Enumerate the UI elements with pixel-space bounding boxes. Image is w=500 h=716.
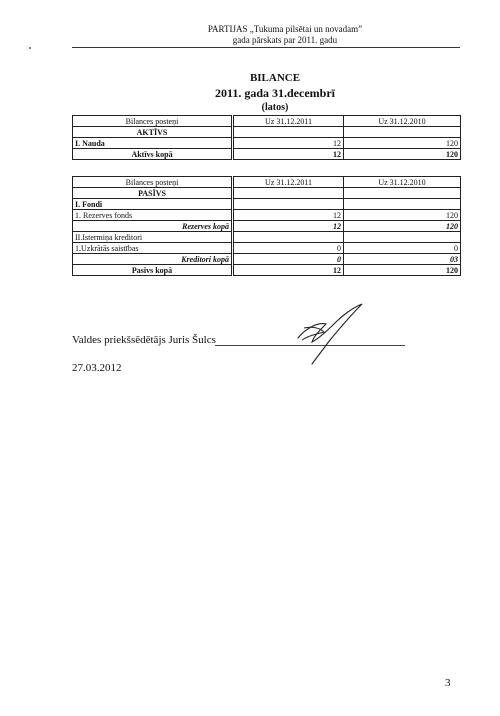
value-2011: 0 (233, 254, 344, 265)
table-row (73, 210, 461, 221)
table-row (73, 199, 461, 210)
value-2010: 0 (344, 243, 461, 254)
col-header-item: Bilances posteņi (73, 116, 233, 127)
row-label: Rezerves kopā (73, 221, 233, 232)
handwritten-signature (290, 298, 380, 368)
row-label: Kreditori kopā (73, 254, 233, 265)
value-2011: 0 (233, 243, 344, 254)
table-cell (344, 188, 461, 199)
value-2010 (344, 232, 461, 243)
value-2011: 12 (233, 138, 344, 149)
value-2010: 120 (344, 265, 461, 276)
scan-speck (29, 47, 31, 49)
value-2010 (344, 199, 461, 210)
header-party-name: PARTIJAS „Tukuma pilsētai un novadam” (207, 24, 363, 34)
row-label: II.Istermiņa kreditori (73, 232, 233, 243)
value-2011: 12 (233, 149, 344, 160)
header-divider (72, 47, 460, 48)
value-2011 (233, 199, 344, 210)
col-header-2010: Uz 31.12.2010 (344, 177, 461, 188)
value-2011: 12 (233, 265, 344, 276)
col-header-2010: Uz 31.12.2010 (344, 116, 461, 127)
table-row (73, 149, 461, 160)
row-label: 1.Uzkrātās saistības (73, 243, 233, 254)
col-header-2011: Uz 31.12.2011 (233, 177, 344, 188)
row-label: I. Nauda (73, 138, 233, 149)
value-2011: 12 (233, 221, 344, 232)
value-2010: 120 (344, 210, 461, 221)
table-cell (233, 188, 344, 199)
value-2010: 120 (344, 149, 461, 160)
balance-currency: (latos) (261, 102, 289, 113)
col-header-item: Bilances posteņi (73, 177, 233, 188)
table-row (73, 232, 461, 243)
table-row (73, 138, 461, 149)
signature-date: 27.03.2012 (72, 362, 122, 374)
table-row (73, 265, 461, 276)
table-header-row (73, 116, 461, 127)
value-2011: 12 (233, 210, 344, 221)
section-row (73, 188, 461, 199)
table-cell (344, 127, 461, 138)
row-label: Pasīvs kopā (73, 265, 233, 276)
liabilities-table (72, 176, 461, 276)
value-2010: 120 (344, 138, 461, 149)
table-cell (233, 127, 344, 138)
row-label: 1. Rezerves fonds (73, 210, 233, 221)
table-row (73, 254, 461, 265)
table-row (73, 221, 461, 232)
table-row (73, 243, 461, 254)
header-text (150, 24, 420, 46)
section-label: PASĪVS (73, 188, 233, 199)
section-row (73, 127, 461, 138)
section-label: AKTĪVS (73, 127, 233, 138)
value-2010: 03 (344, 254, 461, 265)
col-header-2011: Uz 31.12.2011 (233, 116, 344, 127)
table-header-row (73, 177, 461, 188)
row-label: I. Fondi (73, 199, 233, 210)
row-label: Aktīvs kopā (73, 149, 233, 160)
page-number: 3 (445, 677, 451, 689)
assets-table (72, 115, 461, 160)
signatory-line: Valdes priekšsēdētājs Juris Šulcs (72, 334, 216, 346)
value-2010: 120 (344, 221, 461, 232)
header-report-title: gada pārskats par 2011. gadu (232, 35, 338, 45)
balance-title: BILANCE (249, 72, 301, 84)
value-2011 (233, 232, 344, 243)
balance-date: 2011. gada 31.decembrī (215, 86, 335, 100)
